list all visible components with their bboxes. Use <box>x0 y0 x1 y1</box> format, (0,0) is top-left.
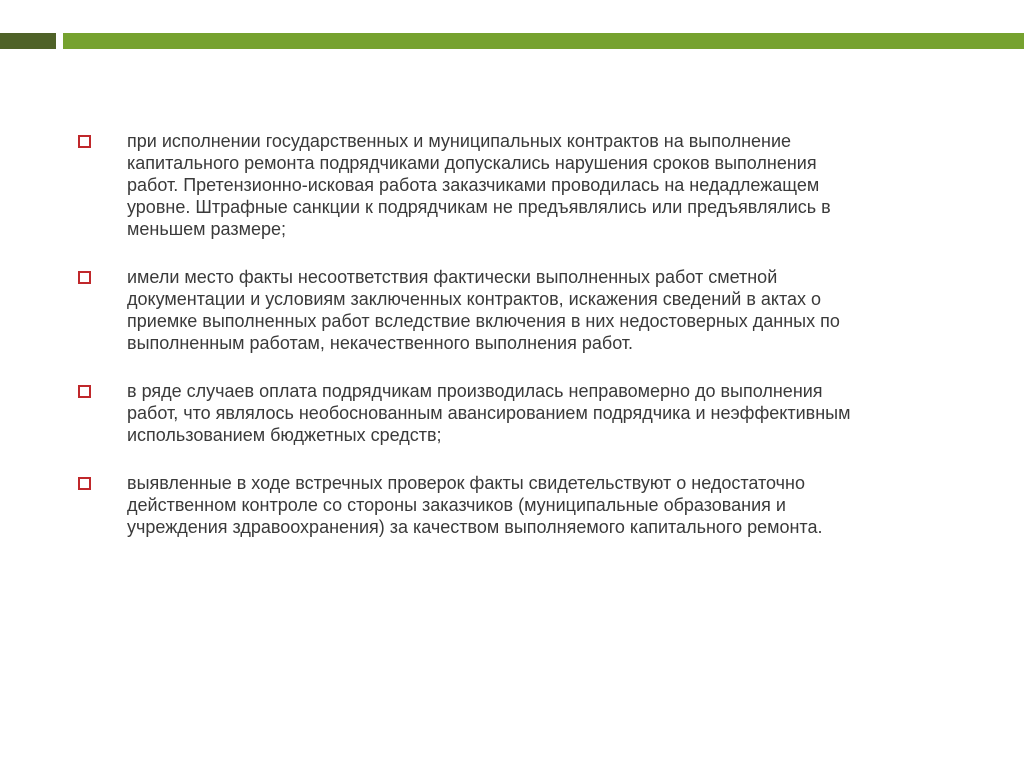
list-item-text: имели место факты несоответствия фактически выполненных работ сметной документации и условиям заключенных контрактов, искажения сведений в актах о приемке выполненных работ вследствие включения в них недостоверных данных по выполненным работам, некачественного выполнения работ. <box>127 267 840 353</box>
hollow-square-bullet-icon <box>78 135 91 148</box>
hollow-square-bullet-icon <box>78 271 91 284</box>
bullet-list <box>72 130 952 564</box>
list-item <box>72 380 952 446</box>
hollow-square-bullet-icon <box>78 385 91 398</box>
header-bar-light <box>63 33 1024 49</box>
list-item-text: в ряде случаев оплата подрядчикам производилась неправомерно до выполнения работ, что являлось необоснованным авансированием подрядчика и неэффективным использованием бюджетных средств; <box>127 381 851 445</box>
header-bar-dark <box>0 33 56 49</box>
list-item-text: выявленные в ходе встречных проверок факты свидетельствуют о недостаточно действенном контроле со стороны заказчиков (муниципальные образования и учреждения здравоохранения) за качеством выполняемого капитального ремонта. <box>127 473 823 537</box>
hollow-square-bullet-icon <box>78 477 91 490</box>
list-item <box>72 130 952 240</box>
list-item <box>72 472 952 538</box>
list-item <box>72 266 952 354</box>
list-item-text: при исполнении государственных и муниципальных контрактов на выполнение капитального ремонта подрядчиками допускались нарушения сроков выполнения работ. Претензионно-исковая работа заказчиками проводилась на недадлежащем уровне. Штрафные санкции к подрядчикам не предъявлялись или предъявлялись в меньшем размере; <box>127 131 831 239</box>
